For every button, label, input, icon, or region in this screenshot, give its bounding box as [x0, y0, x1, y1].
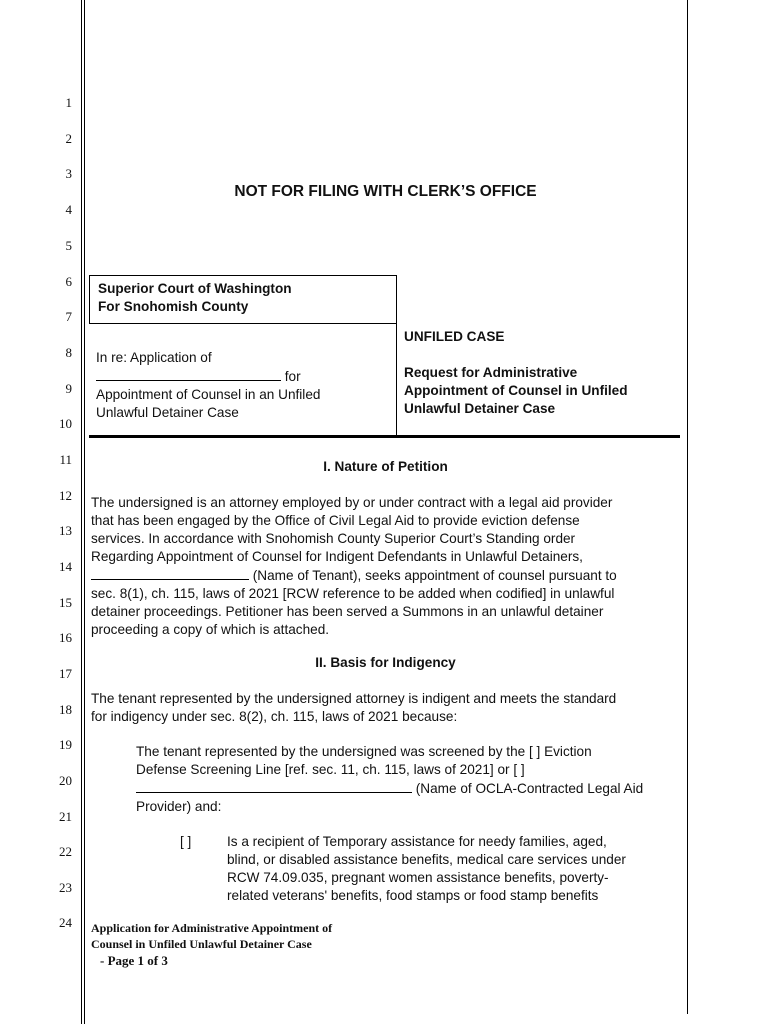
- paragraph-line: Provider) and:: [136, 799, 222, 814]
- line-number: 9: [65, 381, 72, 396]
- screening-paragraph: [136, 743, 681, 816]
- section-2-heading: II. Basis for Indigency: [315, 655, 456, 670]
- line-number: 10: [59, 416, 72, 431]
- line-number: 23: [59, 880, 72, 895]
- paragraph-line: Defense Screening Line [ref. sec. 11, ch. 115, laws of 2021] or [ ]: [136, 762, 525, 777]
- paragraph-line: The tenant represented by the undersigned attorney is indigent and meets the standard: [91, 691, 617, 706]
- legal-aid-provider-blank[interactable]: [136, 779, 412, 793]
- left-margin-rule-inner: [84, 0, 85, 1024]
- for-word: for: [284, 369, 301, 384]
- paragraph-line: services. In accordance with Snohomish County Superior Court’s Standing order: [91, 531, 576, 546]
- line-number: 15: [59, 595, 72, 610]
- court-name: [98, 280, 292, 316]
- caption-divider: [396, 322, 397, 436]
- application-line-1: Appointment of Counsel in an Unfiled: [96, 387, 321, 402]
- line-number: 22: [59, 844, 72, 859]
- paragraph-line: [136, 779, 681, 798]
- court-line-2: For Snohomish County: [98, 299, 249, 314]
- paragraph-line: Regarding Appointment of Counsel for Indigent Defendants in Unlawful Detainers,: [91, 549, 583, 564]
- paragraph-line: The tenant represented by the undersigned was screened by the [ ] Eviction: [136, 744, 592, 759]
- line-number: 1: [65, 95, 72, 110]
- document-title-line-3: Unlawful Detainer Case: [404, 401, 556, 416]
- case-status: UNFILED CASE: [404, 329, 505, 344]
- line-number: 8: [65, 345, 72, 360]
- document-title-line-2: Appointment of Counsel in Unfiled: [404, 383, 628, 398]
- line-number: 19: [59, 737, 72, 752]
- line-number: 7: [65, 309, 72, 324]
- line-number: 24: [59, 915, 72, 930]
- benefits-criterion: [227, 833, 682, 905]
- section-1-heading: I. Nature of Petition: [323, 459, 448, 474]
- page-footer: [91, 920, 332, 970]
- footer-title-line-1: Application for Administrative Appointment of: [91, 921, 333, 935]
- line-number: 17: [59, 666, 72, 681]
- paragraph-line: proceeding a copy of which is attached.: [91, 622, 330, 637]
- line-number: 21: [59, 809, 72, 824]
- tenant-name-blank[interactable]: [91, 566, 249, 580]
- paragraph-line: blind, or disabled assistance benefits, medical care services under: [227, 852, 626, 867]
- line-number: 13: [59, 523, 72, 538]
- line-number: 6: [65, 274, 72, 289]
- paragraph-line: that has been engaged by the Office of Civil Legal Aid to provide eviction defense: [91, 513, 580, 528]
- paragraph-line: Is a recipient of Temporary assistance for needy families, aged,: [227, 834, 607, 849]
- paragraph-line: detainer proceedings. Petitioner has been served a Summons in an unlawful detainer: [91, 604, 604, 619]
- paragraph-line: The undersigned is an attorney employed by or under contract with a legal aid provider: [91, 495, 613, 510]
- line-number: 3: [65, 166, 72, 181]
- court-line-1: Superior Court of Washington: [98, 281, 292, 296]
- document-title: [404, 364, 628, 418]
- line-number: 16: [59, 630, 72, 645]
- line-number: 20: [59, 773, 72, 788]
- caption-bottom-rule: [89, 435, 680, 438]
- tenant-name-suffix: (Name of Tenant), seeks appointment of counsel pursuant to: [249, 568, 617, 583]
- line-number: 11: [59, 452, 72, 467]
- paragraph-line: for indigency under sec. 8(2), ch. 115, laws of 2021 because:: [91, 709, 458, 724]
- line-number: 18: [59, 702, 72, 717]
- paragraph-line: related veterans' benefits, food stamps or food stamp benefits: [227, 888, 599, 903]
- footer-title-line-2: Counsel in Unfiled Unlawful Detainer Case: [91, 937, 312, 951]
- paragraph-line: sec. 8(1), ch. 115, laws of 2021 [RCW reference to be added when codified] in unlawful: [91, 586, 615, 601]
- left-margin-rule-outer: [81, 0, 82, 1024]
- right-margin-rule: [687, 0, 688, 1014]
- section-2-intro: [91, 690, 685, 726]
- line-number: 5: [65, 238, 72, 253]
- document-title-line-1: Request for Administrative: [404, 365, 578, 380]
- page-number: - Page 1 of 3: [100, 953, 168, 968]
- matter-description: [96, 349, 396, 422]
- benefits-checkbox[interactable]: [ ]: [180, 834, 192, 849]
- line-number: 14: [59, 559, 72, 574]
- line-number: 2: [65, 131, 72, 146]
- provider-suffix: (Name of OCLA-Contracted Legal Aid: [412, 781, 644, 796]
- application-line-2: Unlawful Detainer Case: [96, 405, 239, 420]
- line-number: 4: [65, 202, 72, 217]
- paragraph-line: RCW 74.09.035, pregnant women assistance benefits, poverty-: [227, 870, 609, 885]
- in-re-line: In re: Application of: [96, 350, 212, 365]
- section-1-paragraph: [91, 494, 685, 639]
- applicant-name-blank[interactable]: [96, 367, 281, 381]
- line-number: 12: [59, 488, 72, 503]
- filing-notice: NOT FOR FILING WITH CLERK’S OFFICE: [234, 183, 537, 200]
- applicant-line: [96, 367, 396, 386]
- paragraph-line: [91, 566, 685, 585]
